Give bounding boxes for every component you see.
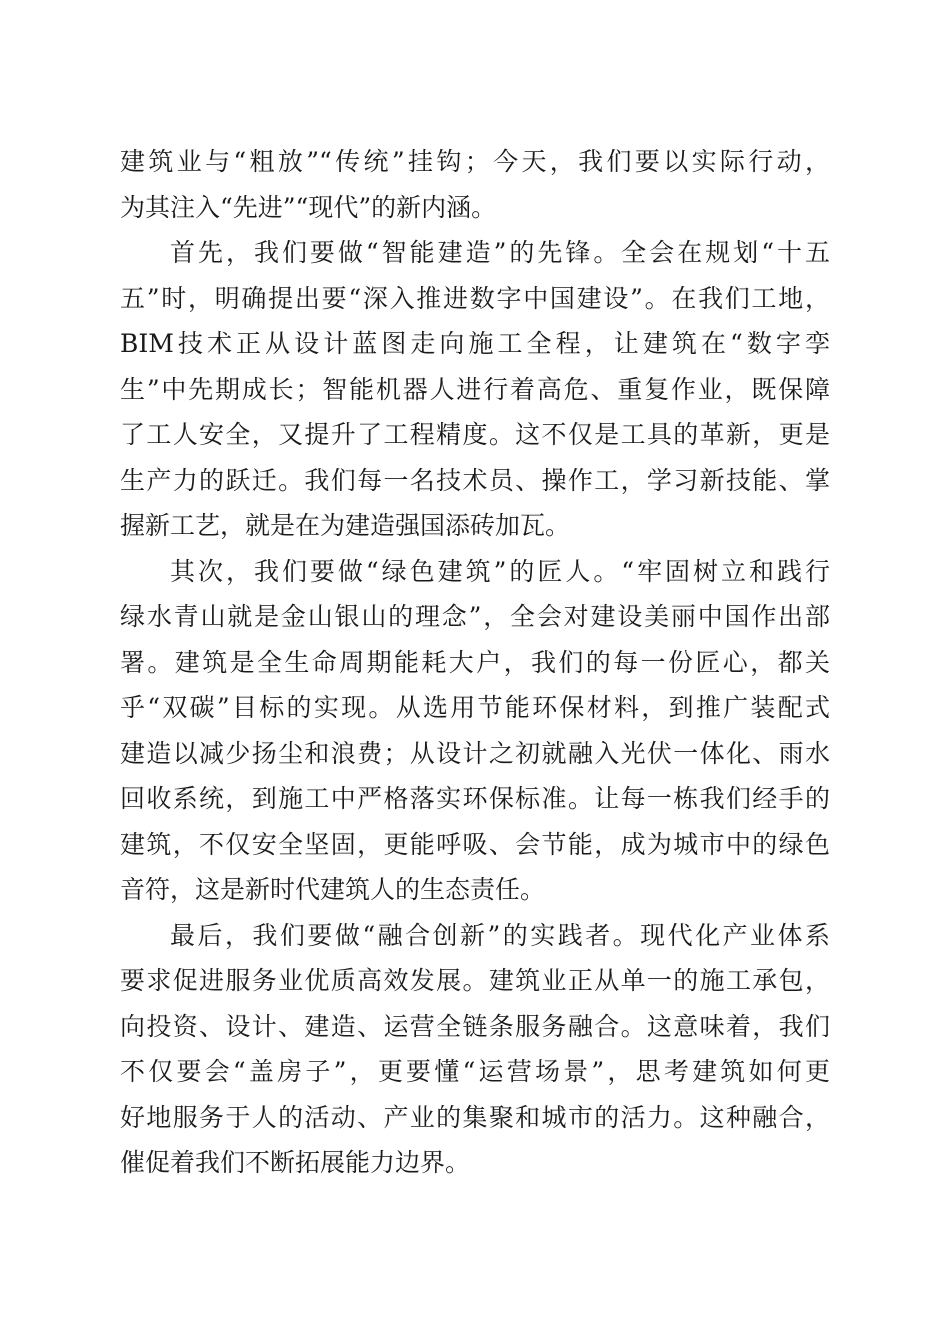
body-line: 署。建筑是全生命周期能耗大户，我们的每一份匠心，都关 <box>120 647 830 677</box>
body-line: 催促着我们不断拓展能力边界。 <box>120 1148 471 1177</box>
body-line: 建造以减少扬尘和浪费；从设计之初就融入光伏一体化、雨水 <box>120 738 830 768</box>
body-line: 音符，这是新时代建筑人的生态责任。 <box>120 875 546 904</box>
body-line: 建筑，不仅安全坚固，更能呼吸、会节能，成为城市中的绿色 <box>120 829 830 859</box>
body-line: 好地服务于人的活动、产业的集聚和城市的活力。这种融合， <box>120 1102 830 1132</box>
body-line: 向投资、设计、建造、运营全链条服务融合。这意味着，我们 <box>120 1011 830 1041</box>
body-line: 了工人安全，又提升了工程精度。这不仅是工具的革新，更是 <box>120 420 830 449</box>
body-line: 回收系统，到施工中严格落实环保标准。让每一栋我们经手的 <box>120 784 830 813</box>
paragraph-first-line: 最后，我们要做“融合创新”的实践者。现代化产业体系 <box>170 920 830 950</box>
body-line: 不仅要会“盖房子”，更要懂“运营场景”，思考建筑如何更 <box>120 1057 830 1086</box>
body-line: 握新工艺，就是在为建造强国添砖加瓦。 <box>120 511 571 540</box>
body-line: 生”中先期成长；智能机器人进行着高危、重复作业，既保障 <box>120 374 830 404</box>
body-line: 建筑业与“粗放”“传统”挂钩；今天，我们要以实际行动， <box>120 147 830 176</box>
body-line: 为其注入“先进”“现代”的新内涵。 <box>120 192 497 222</box>
paragraph-first-line: 首先，我们要做“智能建造”的先锋。全会在规划“十五 <box>170 238 830 267</box>
body-line: 五”时，明确提出要“深入推进数字中国建设”。在我们工地， <box>120 283 830 313</box>
body-line: 乎“双碳”目标的实现。从选用节能环保材料，到推广装配式 <box>120 693 830 722</box>
document-body <box>120 139 830 1186</box>
body-line: 绿水青山就是金山银山的理念”，全会对建设美丽中国作出部 <box>120 602 830 631</box>
body-line: 要求促进服务业优质高效发展。建筑业正从单一的施工承包， <box>120 966 830 995</box>
body-line: 生产力的跃迁。我们每一名技术员、操作工，学习新技能、掌 <box>120 465 830 495</box>
body-line: BIM技术正从设计蓝图走向施工全程，让建筑在“数字孪 <box>120 329 830 358</box>
paragraph-first-line: 其次，我们要做“绿色建筑”的匠人。“牢固树立和践行 <box>170 556 830 586</box>
